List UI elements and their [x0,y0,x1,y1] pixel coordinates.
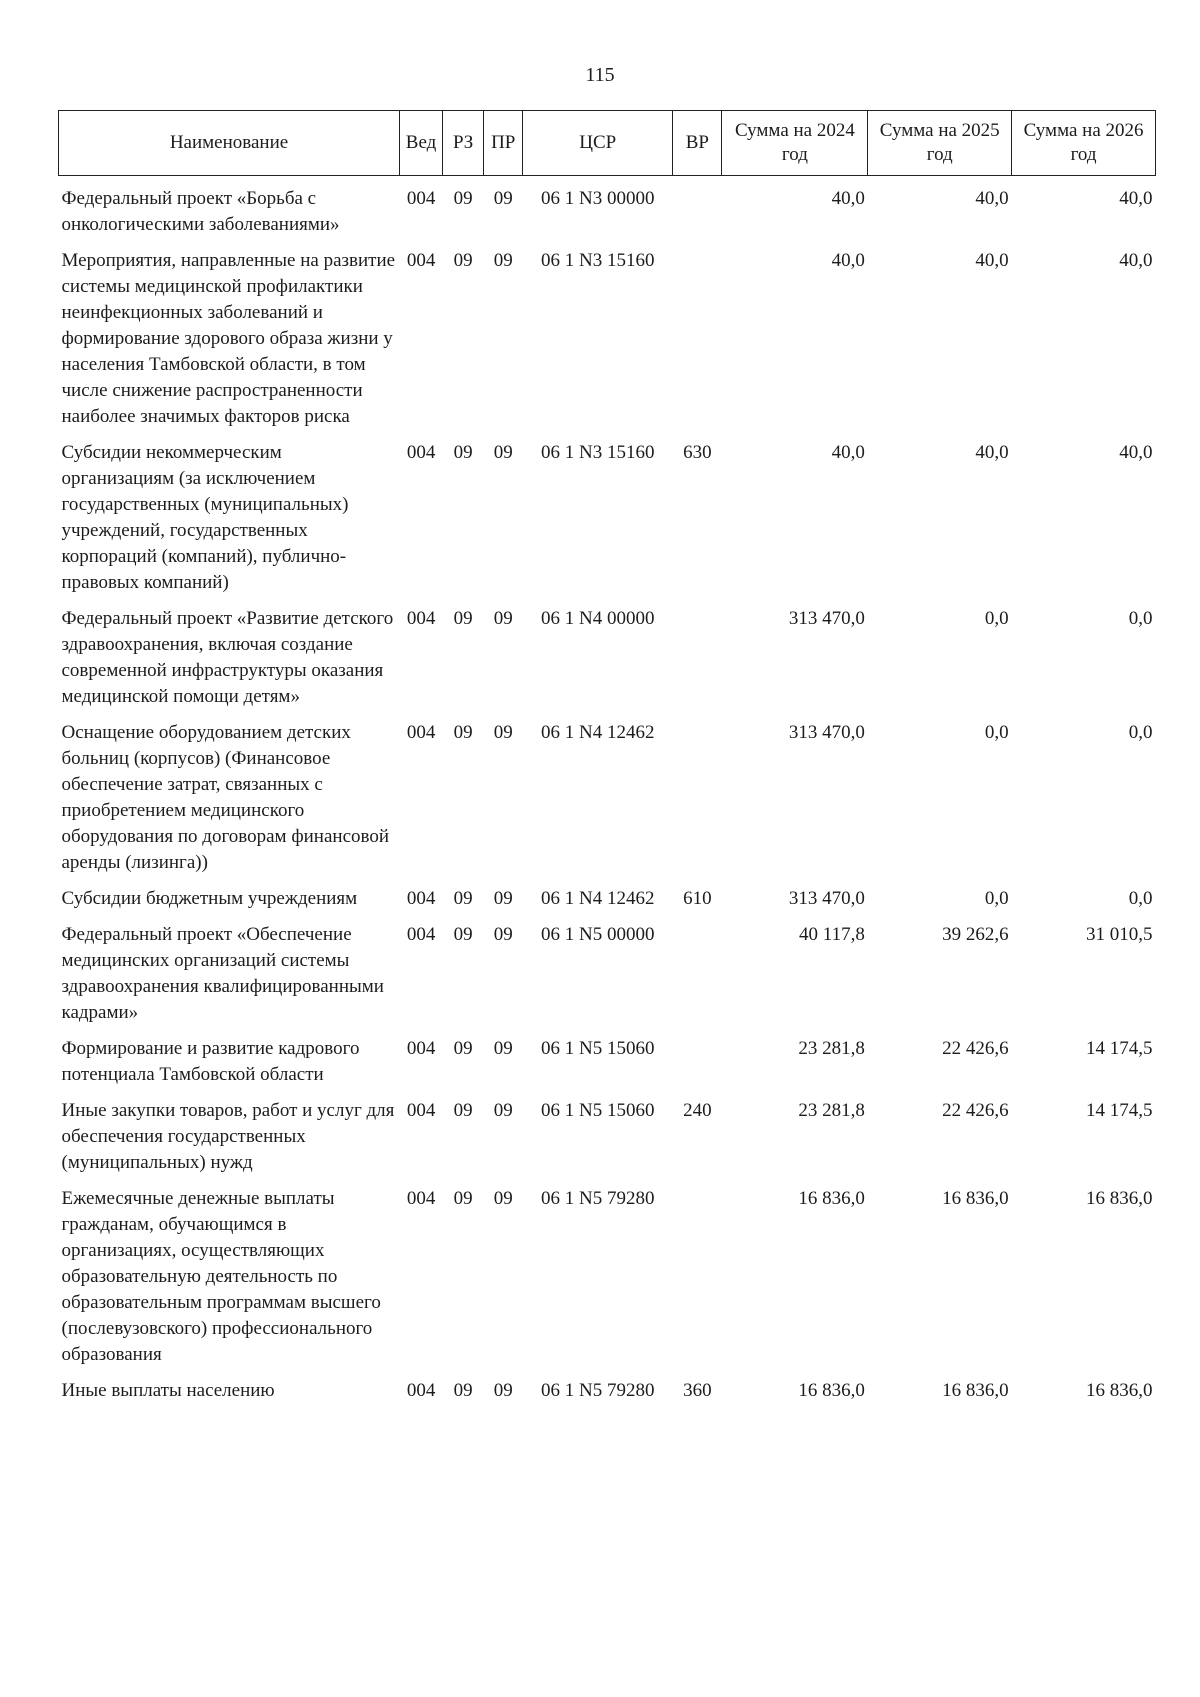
cell-csr: 06 1 N5 79280 [540,1380,655,1401]
cell-pr: 09 [493,188,513,209]
cell-sum-2024: 23 281,8 [798,1038,865,1059]
cell-sum-2025: 40,0 [975,442,1009,463]
cell-pr: 09 [493,1380,513,1401]
header-pr: ПР [484,111,523,176]
cell-ved: 004 [406,1100,436,1121]
cell-pr: 09 [493,608,513,629]
cell-name: Федеральный проект «Обеспечение медицинских организаций системы здравоохранения квалифицированными кадрами» [61,924,384,1023]
cell-vr [673,176,722,249]
cell-sum-2026: 40,0 [1119,250,1153,271]
cell-sum-2025: 39 262,6 [942,924,1009,945]
table-row [59,1036,1156,1098]
cell-ved: 004 [406,1380,436,1401]
cell-sum-2024: 40 117,8 [799,924,865,945]
table-row [59,886,1156,922]
cell-sum-2025: 16 836,0 [942,1188,1009,1209]
cell-ved: 004 [406,1188,436,1209]
table-row [59,922,1156,1036]
cell-name: Федеральный проект «Борьба с онкологическими заболеваниями» [61,188,340,235]
header-sum-2025: Сумма на 2025 год [868,111,1012,176]
cell-sum-2025: 0,0 [984,608,1009,629]
cell-vr [673,1186,722,1378]
table-row [59,440,1156,606]
cell-rz: 09 [453,442,473,463]
cell-pr: 09 [493,1100,513,1121]
cell-vr: 360 [683,1380,712,1401]
cell-name: Субсидии бюджетным учреждениям [61,888,358,909]
cell-vr [673,1036,722,1098]
header-ved: Вед [400,111,443,176]
table-row [59,1186,1156,1378]
cell-csr: 06 1 N4 12462 [540,722,655,743]
cell-rz: 09 [453,250,473,271]
cell-vr: 610 [683,888,712,909]
cell-ved: 004 [406,442,436,463]
cell-ved: 004 [406,888,436,909]
cell-pr: 09 [493,924,513,945]
cell-sum-2026: 16 836,0 [1086,1188,1153,1209]
cell-sum-2024: 40,0 [831,188,865,209]
cell-sum-2025: 40,0 [975,188,1009,209]
page-number: 115 [585,64,615,86]
cell-sum-2024: 40,0 [831,250,865,271]
cell-name: Оснащение оборудованием детских больниц (корпусов) (Финансовое обеспечение затрат, связанных с приобретением медицинского оборудования по договорам финансовой аренды (лизинга)) [61,722,390,873]
cell-sum-2026: 0,0 [1128,888,1153,909]
cell-sum-2025: 16 836,0 [942,1380,1009,1401]
cell-vr [673,720,722,886]
cell-sum-2026: 0,0 [1128,722,1153,743]
cell-sum-2026: 40,0 [1119,442,1153,463]
cell-sum-2024: 313 470,0 [788,608,865,629]
cell-ved: 004 [406,250,436,271]
cell-rz: 09 [453,1100,473,1121]
cell-csr: 06 1 N4 00000 [540,608,655,629]
table-body [59,176,1156,1415]
cell-rz: 09 [453,608,473,629]
cell-csr: 06 1 N5 15060 [540,1100,655,1121]
cell-csr: 06 1 N3 15160 [540,250,655,271]
table-row [59,248,1156,440]
table-row [59,606,1156,720]
cell-name: Формирование и развитие кадрового потенциала Тамбовской области [61,1038,360,1085]
cell-csr: 06 1 N3 00000 [540,188,655,209]
cell-sum-2025: 0,0 [984,722,1009,743]
table-row [59,176,1156,249]
cell-csr: 06 1 N5 15060 [540,1038,655,1059]
cell-name: Иные выплаты населению [61,1380,275,1401]
cell-ved: 004 [406,722,436,743]
header-sum-2026: Сумма на 2026 год [1012,111,1156,176]
cell-ved: 004 [406,608,436,629]
cell-rz: 09 [453,1038,473,1059]
cell-sum-2025: 22 426,6 [942,1100,1009,1121]
cell-pr: 09 [493,250,513,271]
cell-vr [673,606,722,720]
table-row [59,1098,1156,1186]
cell-name: Федеральный проект «Развитие детского здравоохранения, включая создание современной инфраструктуры оказания медицинской помощи детям» [61,608,394,707]
cell-sum-2025: 22 426,6 [942,1038,1009,1059]
cell-rz: 09 [453,1188,473,1209]
header-sum-2024: Сумма на 2024 год [722,111,868,176]
cell-sum-2024: 313 470,0 [788,888,865,909]
header-rz: РЗ [443,111,484,176]
header-vr: ВР [673,111,722,176]
cell-name: Ежемесячные денежные выплаты гражданам, обучающимся в организациях, осуществляющих образовательную деятельность по образовательным программам высшего (послевузовского) профессионального образования [61,1188,381,1365]
cell-sum-2025: 0,0 [984,888,1009,909]
cell-vr [673,248,722,440]
cell-sum-2026: 14 174,5 [1086,1100,1153,1121]
cell-vr [673,922,722,1036]
budget-table [58,110,1156,1414]
cell-rz: 09 [453,924,473,945]
cell-pr: 09 [493,888,513,909]
cell-pr: 09 [493,442,513,463]
cell-pr: 09 [493,1038,513,1059]
cell-sum-2026: 31 010,5 [1086,924,1153,945]
cell-sum-2024: 16 836,0 [798,1380,865,1401]
cell-rz: 09 [453,188,473,209]
cell-sum-2026: 16 836,0 [1086,1380,1153,1401]
cell-rz: 09 [453,888,473,909]
cell-sum-2026: 40,0 [1119,188,1153,209]
table-header [59,111,1156,176]
cell-ved: 004 [406,924,436,945]
cell-csr: 06 1 N3 15160 [540,442,655,463]
cell-sum-2024: 16 836,0 [798,1188,865,1209]
cell-ved: 004 [406,188,436,209]
cell-sum-2024: 313 470,0 [788,722,865,743]
cell-csr: 06 1 N4 12462 [540,888,655,909]
cell-csr: 06 1 N5 00000 [540,924,655,945]
cell-name: Иные закупки товаров, работ и услуг для обеспечения государственных (муниципальных) нужд [61,1100,395,1173]
cell-vr: 630 [683,442,712,463]
cell-pr: 09 [493,722,513,743]
cell-name: Субсидии некоммерческим организациям (за исключением государственных (муниципальных) учреждений, государственных корпораций (компаний), публично-правовых компаний) [61,442,349,593]
cell-sum-2026: 0,0 [1128,608,1153,629]
header-csr: ЦСР [523,111,673,176]
header-name: Наименование [59,111,400,176]
cell-vr: 240 [683,1100,712,1121]
cell-sum-2025: 40,0 [975,250,1009,271]
cell-rz: 09 [453,1380,473,1401]
table-row [59,720,1156,886]
table-row [59,1378,1156,1414]
cell-sum-2024: 23 281,8 [798,1100,865,1121]
cell-pr: 09 [493,1188,513,1209]
cell-sum-2024: 40,0 [831,442,865,463]
cell-csr: 06 1 N5 79280 [540,1188,655,1209]
cell-rz: 09 [453,722,473,743]
cell-ved: 004 [406,1038,436,1059]
cell-sum-2026: 14 174,5 [1086,1038,1153,1059]
cell-name: Мероприятия, направленные на развитие системы медицинской профилактики неинфекционных заболеваний и формирование здорового образа жизни у населения Тамбовской области, в том числе снижение распространенности наиболее значимых факторов риска [61,250,396,427]
